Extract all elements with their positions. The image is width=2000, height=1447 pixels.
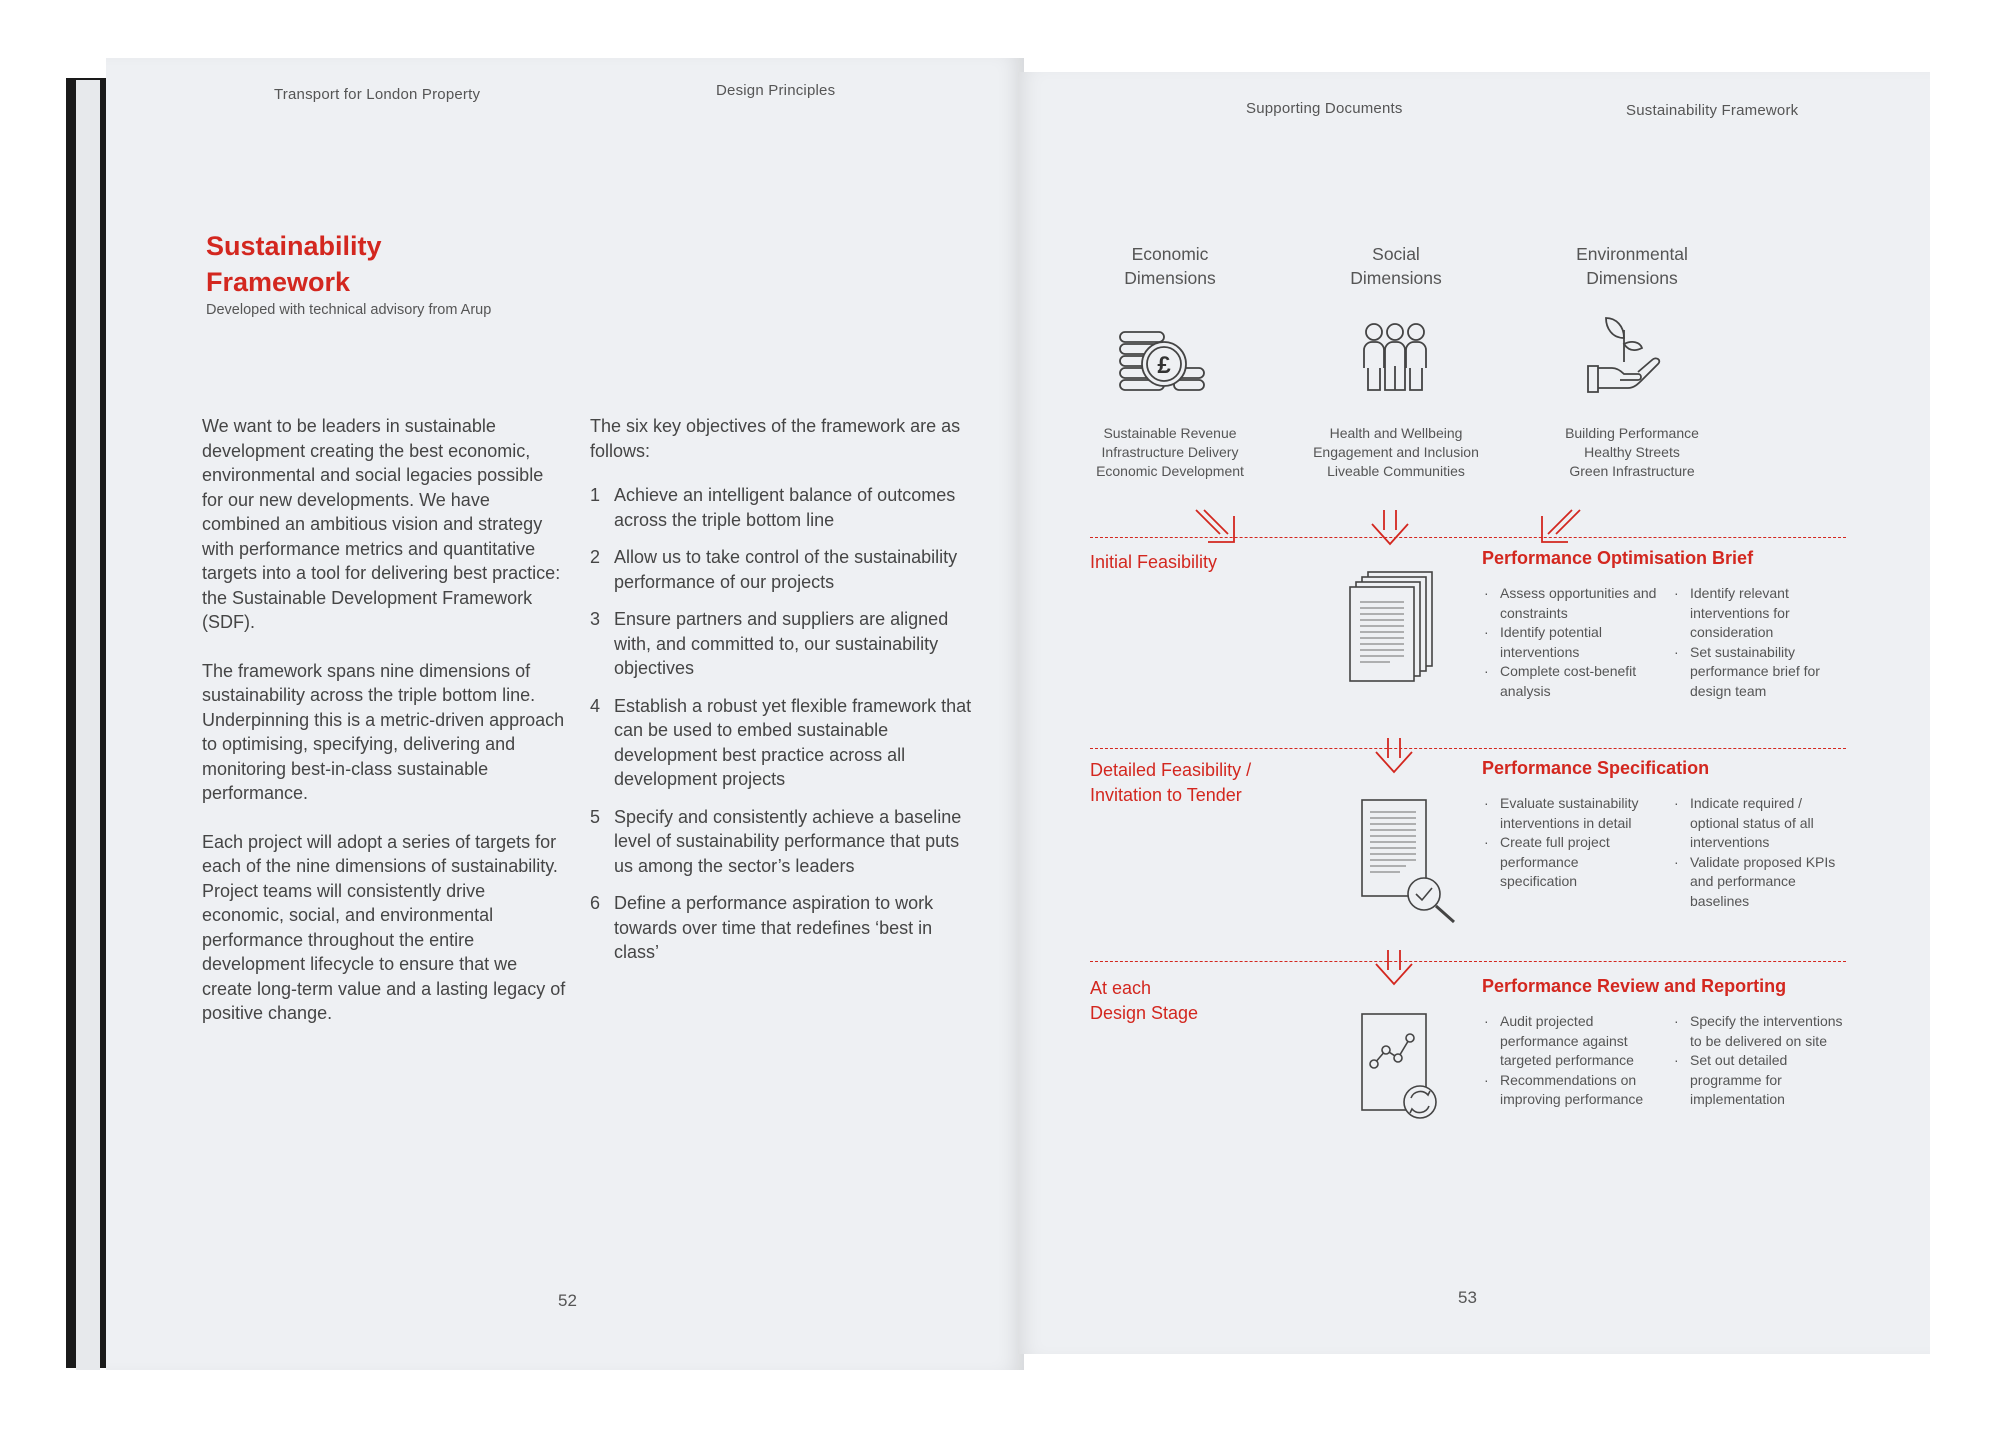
objective-item (590, 607, 972, 681)
dimension-item: Liveable Communities (1327, 463, 1465, 479)
objective-text: Achieve an intelligent balance of outcomes across the triple bottom line (614, 485, 956, 530)
paragraph: We want to be leaders in sustainable development creating the best economic, environmental and social legacies possible for our new developments. We have combined an ambitious vision and strategy with performance metrics and quantitative targets into a tool for delivering best practice: the Sustainable Development Framework (SDF). (202, 416, 561, 632)
dimension-items-economic (1060, 424, 1280, 481)
objective-item (590, 545, 972, 594)
objective-item (590, 891, 972, 965)
documents-stack-icon (1350, 570, 1440, 682)
page-number: 52 (558, 1291, 577, 1310)
dimension-items-social (1286, 424, 1506, 481)
arrow-down-icon (1372, 736, 1416, 776)
objective-text: Establish a robust yet flexible framework that can be used to embed sustainable development best practice across all development projects (614, 695, 972, 789)
bullet-item: · Recommendations on improving performance (1482, 1071, 1657, 1110)
running-head-right: Design Principles (716, 82, 836, 99)
stage-bullets-col2 (1672, 794, 1847, 911)
dimension-item: Infrastructure Delivery (1101, 444, 1239, 460)
hand-plant-icon (1584, 308, 1668, 396)
objective-text: Define a performance aspiration to work towards over time that redefines ‘best in class’ (614, 893, 934, 962)
running-head-right: Sustainability Framework (1626, 102, 1799, 119)
intro-column (202, 414, 566, 1050)
title-line-1: Sustainability (206, 231, 382, 261)
svg-text:£: £ (1157, 352, 1171, 379)
objective-number: 4 (590, 695, 601, 716)
stage-bullets-col2 (1672, 584, 1847, 701)
bullet-item: · Audit projected performance against targeted performance (1482, 1012, 1657, 1071)
objective-text: Allow us to take control of the sustainability performance of our projects (614, 547, 958, 592)
dimension-label-environmental (1532, 242, 1732, 290)
objective-item (590, 805, 972, 879)
arrow-down-icon (1372, 948, 1416, 988)
objectives-list (590, 483, 972, 965)
coins-pound-icon (1118, 322, 1218, 402)
dimension-label-line: Economic (1131, 244, 1209, 264)
running-head-left: Transport for London Property (274, 86, 481, 103)
bullet-item: · Specify the interventions to be delivered on site (1672, 1012, 1847, 1051)
objectives-column (590, 414, 972, 978)
objective-number: 2 (590, 547, 601, 567)
objective-number: 5 (590, 806, 601, 827)
stage-label (1090, 550, 1217, 575)
document-check-magnifier-icon (1360, 798, 1464, 924)
subtitle: Developed with technical advisory from Arup (206, 302, 492, 318)
dimension-item: Green Infrastructure (1569, 463, 1695, 479)
people-group-icon (1360, 320, 1430, 400)
stage-divider-3 (1090, 961, 1846, 962)
objective-item (590, 694, 972, 792)
objective-text: Specify and consistently achieve a baseline level of sustainability performance that puts us among the sector’s leaders (614, 806, 962, 876)
title-line-2: Framework (206, 267, 351, 297)
objective-number: 6 (590, 893, 601, 913)
stage-label (1090, 976, 1198, 1026)
document-chart-refresh-icon (1360, 1012, 1444, 1124)
objectives-intro: The six key objectives of the framework are as follows: (590, 416, 961, 461)
dimension-item: Healthy Streets (1584, 444, 1680, 460)
stage-heading: Performance Review and Reporting (1482, 976, 1787, 996)
stage-label-line: Design Stage (1090, 1003, 1199, 1023)
dimension-label-line: Dimensions (1124, 268, 1216, 288)
dimension-item: Engagement and Inclusion (1313, 444, 1479, 460)
stage-heading: Performance Specification (1482, 758, 1710, 778)
dimension-label-economic (1070, 242, 1270, 290)
bullet-item: · Indicate required / optional status of all interventions (1672, 794, 1847, 853)
bullet-item: · Identify potential interventions (1482, 623, 1657, 662)
dimension-label-line: Dimensions (1586, 268, 1678, 288)
stage-bullets-col2 (1672, 1012, 1847, 1110)
running-head-left: Supporting Documents (1246, 100, 1403, 117)
dimension-item: Economic Development (1096, 463, 1244, 479)
stage-heading: Performance Optimisation Brief (1482, 548, 1754, 568)
stage-label-line: Invitation to Tender (1090, 785, 1242, 805)
stage-bullets-col1 (1482, 584, 1657, 701)
arrow-diagonal-down-left-icon (1536, 508, 1582, 548)
stage-label-line: Initial Feasibility (1090, 552, 1218, 572)
arrow-down-icon (1368, 508, 1412, 548)
bullet-item: · Set out detailed programme for implementation (1672, 1051, 1847, 1110)
stage-label (1090, 758, 1251, 808)
dimension-item: Building Performance (1565, 425, 1699, 441)
dimension-label-line: Dimensions (1350, 268, 1442, 288)
stage-bullets-col1 (1482, 1012, 1657, 1110)
paragraph: The framework spans nine dimensions of sustainability across the triple bottom line. Underpinning this is a metric-driven approach to optimising, specifying, delivering and monitoring best-in-class sustainable performance. (202, 660, 565, 803)
paragraph: Each project will adopt a series of targets for each of the nine dimensions of sustainability. Project teams will consistently drive economic, social, and environmental performance throughout the entire development lifecycle to ensure that we create long-term value and a lasting legacy of positive change. (202, 831, 566, 1023)
arrow-diagonal-down-right-icon (1194, 508, 1240, 548)
page-edges (76, 80, 100, 1370)
bullet-item: · Evaluate sustainability interventions in detail (1482, 794, 1657, 833)
objective-item (590, 483, 972, 532)
stage-label-line: At each (1090, 978, 1152, 998)
dimension-item: Sustainable Revenue (1103, 425, 1237, 441)
dimension-item: Health and Wellbeing (1329, 425, 1463, 441)
page-title (206, 228, 491, 318)
bullet-item: · Identify relevant interventions for consideration (1672, 584, 1847, 643)
right-page (1018, 72, 1930, 1354)
dimension-label-social (1296, 242, 1496, 290)
bullet-item: · Set sustainability performance brief for design team (1672, 643, 1847, 702)
objective-number: 1 (590, 485, 601, 505)
dimension-label-line: Social (1372, 244, 1420, 264)
left-page (106, 58, 1024, 1370)
bullet-item: · Validate proposed KPIs and performance baselines (1672, 853, 1847, 912)
bullet-item: · Create full project performance specification (1482, 833, 1657, 892)
stage-label-line: Detailed Feasibility / (1090, 760, 1252, 780)
dimension-items-environmental (1522, 424, 1742, 481)
objective-text: Ensure partners and suppliers are aligned with, and committed to, our sustainability objectives (614, 609, 949, 678)
bullet-item: · Assess opportunities and constraints (1482, 584, 1657, 623)
page-number: 53 (1458, 1288, 1477, 1307)
stage-bullets-col1 (1482, 794, 1657, 892)
stage-divider-2 (1090, 748, 1846, 749)
bullet-item: · Complete cost-benefit analysis (1482, 662, 1657, 701)
objective-number: 3 (590, 609, 601, 629)
dimension-label-line: Environmental (1576, 244, 1688, 264)
